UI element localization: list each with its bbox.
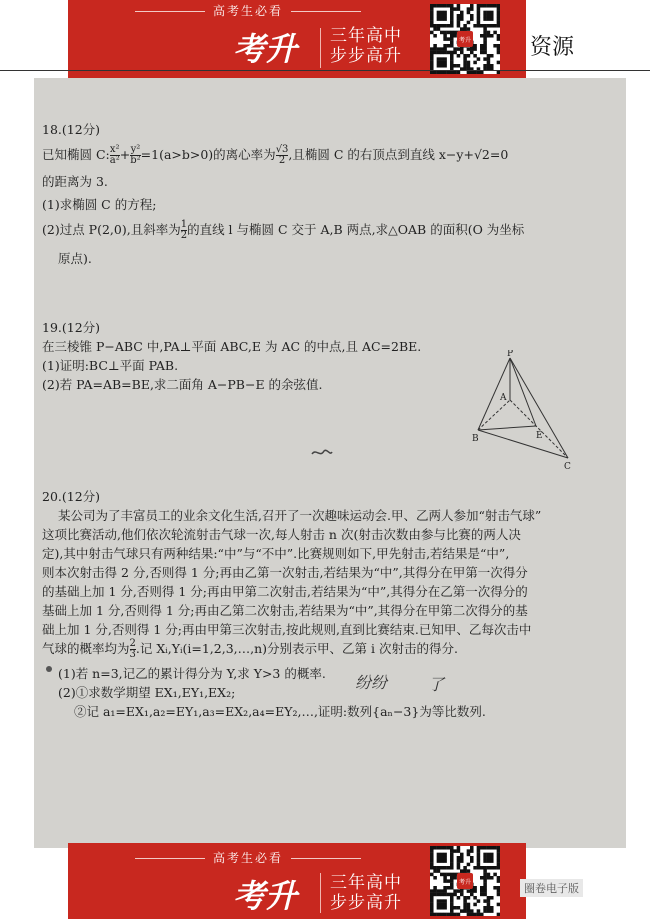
- label-e: E: [536, 431, 543, 441]
- banner-tagline: 高考生必看: [68, 849, 428, 866]
- slogan-line-2: 步步高升: [330, 46, 402, 66]
- handwritten-note-2: 了: [428, 675, 445, 694]
- q20-text: .记 Xᵢ,Yᵢ(i=1,2,3,…,n)分别表示甲、乙第 i 次射击的得分.: [135, 641, 458, 656]
- question-18-part-1: (1)求椭圆 C 的方程;: [42, 197, 157, 212]
- question-20-line-6: 基础上加 1 分,否则得 1 分;再由乙第二次射击,若结果为“中”,其得分在甲第二次得分的基: [42, 603, 528, 618]
- question-19-part-1: (1)证明:BC⊥平面 PAB.: [42, 358, 179, 373]
- frac-num: 1: [180, 219, 188, 230]
- frac-den: 3: [129, 649, 136, 660]
- slogan-line-1: 三年高中: [330, 26, 402, 46]
- brand-logo: 考升: [233, 30, 298, 68]
- edge-ab: [478, 400, 510, 430]
- header-rule: [0, 70, 650, 71]
- frac-num: x²: [109, 144, 120, 155]
- question-20-line-8: [42, 639, 541, 660]
- question-20-line-1: 某公司为了丰富员工的业余文化生活,召开了一次趣味运动会.甲、乙两人参加“射击气球”: [58, 508, 542, 523]
- question-19-part-2: (2)若 PA=AB=BE,求二面角 A−PB−E 的余弦值.: [42, 377, 323, 392]
- question-20-line-7: 础上加 1 分,否则得 1 分;再由甲第三次射击,按此规则,直到比赛结束.已知甲、乙每次击中: [42, 622, 532, 637]
- question-20-part-2b: ②记 a₁=EX₁,a₂=EY₁,a₃=EX₂,a₄=EY₂,…,证明:数列{aₙ−3}为等比数列.: [74, 704, 486, 719]
- frac-num: √3: [275, 144, 289, 155]
- fraction: [130, 145, 140, 166]
- margin-mark: [43, 663, 55, 675]
- frac-num: y²: [130, 144, 141, 155]
- question-20-line-5: 的基础上加 1 分,否则得 1 分;再由甲第二次射击,若结果为“中”,其得分在乙第一次得分的: [42, 584, 528, 599]
- frac-num: 2: [129, 638, 136, 649]
- question-19-number: 19.(12分): [42, 320, 101, 335]
- question-19: [42, 318, 421, 394]
- question-20-number: 20.(12分): [42, 489, 101, 504]
- label-p: P: [507, 350, 514, 359]
- q18-text: 的直线 l 与椭圆 C 交于 A,B 两点,求△OAB 的面积(O 为坐标: [187, 222, 525, 237]
- qr-badge-label: 考升: [458, 879, 472, 886]
- question-18: [42, 120, 524, 268]
- question-18-part-2-cont: 原点).: [58, 251, 92, 266]
- question-20-line-2: 这项比赛活动,他们依次轮流射击气球一次,每人射击 n 次(射击次数由参与比赛的两人决: [42, 527, 521, 542]
- qr-badge-label: 考升: [458, 37, 472, 44]
- fraction: [110, 145, 120, 166]
- frac-den: 2: [180, 230, 188, 241]
- fraction: [276, 145, 289, 166]
- question-20-part-1: (1)若 n=3,记乙的累计得分为 Y,求 Y>3 的概率.: [58, 666, 326, 681]
- footer-tag: 圈卷电子版: [520, 879, 583, 897]
- question-18-part-2: [42, 220, 524, 241]
- q18-text: 已知椭圆 C:: [42, 147, 110, 162]
- slogan-line-2: 步步高升: [330, 893, 402, 913]
- qr-code-icon: [430, 4, 500, 74]
- question-20: [42, 487, 541, 721]
- frac-den: a²: [109, 155, 120, 166]
- tetrahedron-figure: [470, 350, 580, 475]
- q18-text: ,且椭圆 C 的右顶点到直线 x−y+√2=0: [288, 147, 509, 162]
- qr-code-icon: [430, 846, 500, 916]
- question-18-line-2: 的距离为 3.: [42, 174, 108, 189]
- edge-be: [478, 426, 536, 430]
- label-c: C: [564, 462, 571, 472]
- banner-slogan: [330, 873, 402, 913]
- question-20-line-4: 则本次射击得 2 分,否则得 1 分;再由乙第一次射击,若结果为“中”,其得分在甲第一次得分: [42, 565, 528, 580]
- question-18-number: 18.(12分): [42, 122, 101, 137]
- frac-den: 2: [276, 155, 289, 166]
- banner-tagline: 高考生必看: [68, 2, 428, 19]
- header-text: 资源: [530, 35, 575, 60]
- slogan-line-1: 三年高中: [330, 873, 402, 893]
- banner-divider: [320, 28, 321, 68]
- frac-den: b²: [130, 155, 141, 166]
- q18-text: =1(a>b>0)的离心率为: [140, 147, 276, 162]
- banner-divider: [320, 873, 321, 913]
- question-20-line-3: 定),其中射击气球只有两种结果:“中”与“不中”.比赛规则如下,甲先射击,若结果是“中”,: [42, 546, 510, 561]
- question-19-line-1: 在三棱锥 P−ABC 中,PA⊥平面 ABC,E 为 AC 的中点,且 AC=2BE.: [42, 339, 422, 354]
- edge-pe: [510, 358, 536, 426]
- bottom-banner: [68, 843, 526, 919]
- label-a: A: [500, 393, 507, 403]
- label-b: B: [472, 434, 479, 444]
- question-20-part-2a: (2)①求数学期望 EX₁,EY₁,EX₂;: [58, 685, 236, 700]
- brand-logo: 考升: [233, 877, 298, 915]
- q20-text: 气球的概率均为: [42, 641, 130, 656]
- banner-slogan: [330, 26, 402, 66]
- q18-text: (2)过点 P(2,0),且斜率为: [42, 222, 181, 237]
- handwritten-note-1: 纷纷: [355, 673, 388, 692]
- top-banner: [68, 0, 526, 78]
- question-18-line-1: 已知椭圆 C: $\frac{\text{x²}}{\text{a²}}$ + $\frac{\text{y²}}{\text{b²}}$ =1(a>b>0)的离心率为 $\frac{√3}{2}$ ,且椭圆 C 的右顶点到直线 x−y+√2=0: [42, 144, 509, 166]
- scribble-mark: [310, 446, 334, 460]
